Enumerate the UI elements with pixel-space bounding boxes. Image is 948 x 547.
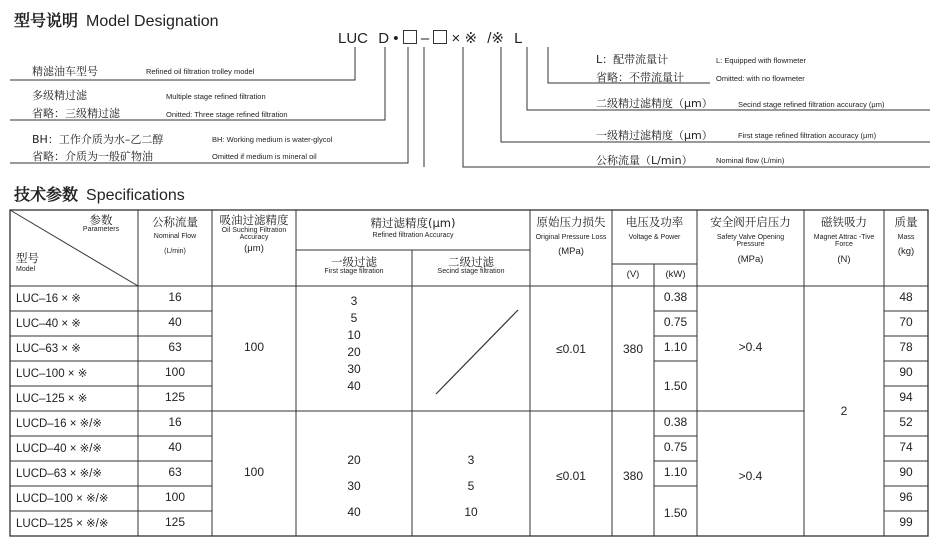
header-flow: 公称流量 Nominal Flow (L/min) — [152, 215, 198, 256]
callout-flow-en: Nominal flow (L/min) — [716, 156, 785, 165]
code-times: × — [451, 30, 461, 47]
table-row-mass: 78 — [899, 340, 913, 354]
callout-omit-three-en: Onitted: Three stage refined filtration — [166, 110, 288, 119]
group2-kw: 0.75 — [663, 440, 688, 454]
group1-kw: 1.50 — [663, 379, 688, 393]
specs-title-cn: 技术参数 — [14, 185, 79, 204]
table-row-model: LUC–16 × ※ — [16, 293, 81, 305]
callout-no-flowmeter-cn: 省略：不带流量计 — [596, 71, 684, 84]
group1-suction: 100 — [243, 340, 265, 354]
magnet-force: 2 — [840, 404, 848, 418]
code-dot: • — [393, 30, 399, 47]
table-row-model: LUC–125 × ※ — [16, 393, 88, 405]
group2-first-stage: 20 30 40 — [347, 453, 361, 519]
header-refined: 精过滤精度(μm) Refined filtration Accuracy — [370, 216, 456, 240]
table-row-flow: 100 — [164, 365, 186, 379]
table-row-model: LUC–63 × ※ — [16, 343, 81, 355]
designation-title-cn: 型号说明 — [14, 11, 79, 30]
callout-mineral-en: Omitted if medium is mineral oil — [212, 152, 317, 161]
group1-valve: >0.4 — [738, 340, 763, 354]
callout-multistage-en: Multiple stage refined filtration — [166, 92, 266, 101]
table-row-model: LUCD–100 × ※/※ — [16, 493, 109, 505]
designation-title-en: Model Designation — [86, 13, 219, 30]
code-star: ※ — [464, 30, 478, 47]
table-row-mass: 74 — [899, 440, 913, 454]
table-row-flow: 40 — [168, 440, 182, 454]
callout-flowmeter-en: L: Equipped with flowmeter — [716, 56, 807, 65]
table-row-flow: 16 — [168, 415, 182, 429]
table-row-mass: 52 — [899, 415, 913, 429]
group1-pressure-loss: ≤0.01 — [556, 342, 586, 356]
callout-model-en: Refined oil filtration trolley model — [146, 67, 255, 76]
code-slash-star: /※ — [487, 30, 504, 47]
table-row-flow: 125 — [164, 390, 186, 404]
header-second-stage: 二级过滤 Secind stage filtration — [437, 255, 505, 276]
callout-model-cn: 精滤油车型号 — [32, 65, 98, 78]
code-dash: – — [420, 30, 430, 47]
callout-multistage-cn: 多级精过滤 — [32, 89, 87, 102]
header-volt-unit: (V) — [626, 269, 640, 280]
group2-kw: 1.10 — [663, 465, 688, 479]
table-row-model: LUCD–16 × ※/※ — [16, 418, 103, 430]
callout-mineral-cn: 省略：介质为一般矿物油 — [32, 150, 153, 163]
table-row-flow: 100 — [164, 490, 186, 504]
group1-first-stage: 3 5 10 20 30 40 — [347, 294, 361, 393]
group1-kw: 1.10 — [663, 340, 688, 354]
header-first-stage: 一级过滤 First stage filtration — [324, 255, 384, 276]
table-row-flow: 125 — [164, 515, 186, 529]
header-magnet: 磁铁吸力 Magnet Attrac -Tive Force (N) — [813, 215, 875, 265]
code-d: D — [378, 30, 390, 47]
header-mass: 质量 Mass (kg) — [894, 215, 918, 258]
table-row-mass: 90 — [899, 465, 913, 479]
table-row-flow: 16 — [168, 290, 182, 304]
table-row-model: LUCD–63 × ※/※ — [16, 468, 103, 480]
table-row-mass: 96 — [899, 490, 913, 504]
callout-no-flowmeter-en: Omitted: with no flowmeter — [716, 74, 805, 83]
specs-title-en: Specifications — [86, 187, 185, 204]
group2-kw: 1.50 — [663, 506, 688, 520]
table-row-flow: 40 — [168, 315, 182, 329]
code-prefix: LUC — [338, 30, 369, 47]
code-l: L — [514, 30, 523, 47]
group2-voltage: 380 — [622, 469, 644, 483]
callout-first-acc-en: First stage refined filtration accuracy (μm) — [738, 131, 877, 140]
table-row-model: LUC–100 × ※ — [16, 368, 88, 380]
group2-valve: >0.4 — [738, 469, 763, 483]
group1-kw: 0.38 — [663, 290, 688, 304]
table-row-mass: 99 — [899, 515, 913, 529]
header-voltage-power: 电压及功率 Voltage & Power — [625, 215, 684, 242]
group2-suction: 100 — [243, 465, 265, 479]
second-stage-na-diagonal — [436, 310, 518, 394]
callout-bh-cn: BH：工作介质为水–乙二醇 — [32, 133, 164, 146]
header-suction: 吸油过滤精度 Oil Suching Filtration Accuracy (μm) — [219, 213, 289, 254]
table-row-model: LUCD–40 × ※/※ — [16, 443, 103, 455]
group2-second-stage: 3 5 10 — [464, 453, 478, 519]
group2-kw: 0.38 — [663, 415, 688, 429]
table-row-model: LUC–40 × ※ — [16, 318, 81, 330]
callout-flowmeter-cn: L：配带流量计 — [596, 53, 669, 66]
table-row-mass: 48 — [899, 290, 913, 304]
header-params: 参数 Parameters — [82, 213, 120, 234]
header-pressure-loss: 原始压力损失 Original Pressure Loss (MPa) — [535, 215, 607, 258]
group1-voltage: 380 — [622, 342, 644, 356]
table-row-mass: 94 — [899, 390, 913, 404]
callout-omit-three-cn: 省略：三级精过滤 — [32, 107, 120, 120]
table-row-flow: 63 — [168, 340, 182, 354]
table-row-flow: 63 — [168, 465, 182, 479]
header-model: 型号 Model — [16, 251, 39, 273]
group2-pressure-loss: ≤0.01 — [556, 469, 586, 483]
header-kw-unit: (kW) — [665, 269, 686, 280]
callout-flow-cn: 公称流量（L/min） — [596, 154, 693, 167]
callout-second-acc-en: Secind stage refined filtration accuracy (μm) — [738, 100, 885, 109]
table-row-mass: 90 — [899, 365, 913, 379]
callout-bh-en: BH: Working medium is water-glycol — [212, 135, 333, 144]
header-safety-valve: 安全阀开启压力 Safety Valve Opening Pressure (MPa) — [710, 215, 791, 265]
table-row-mass: 70 — [899, 315, 913, 329]
table-row-model: LUCD–125 × ※/※ — [16, 518, 109, 530]
group1-kw: 0.75 — [663, 315, 688, 329]
callout-first-acc-cn: 一级精过滤精度（μm） — [596, 129, 713, 142]
callout-second-acc-cn: 二级精过滤精度（μm） — [596, 97, 713, 110]
